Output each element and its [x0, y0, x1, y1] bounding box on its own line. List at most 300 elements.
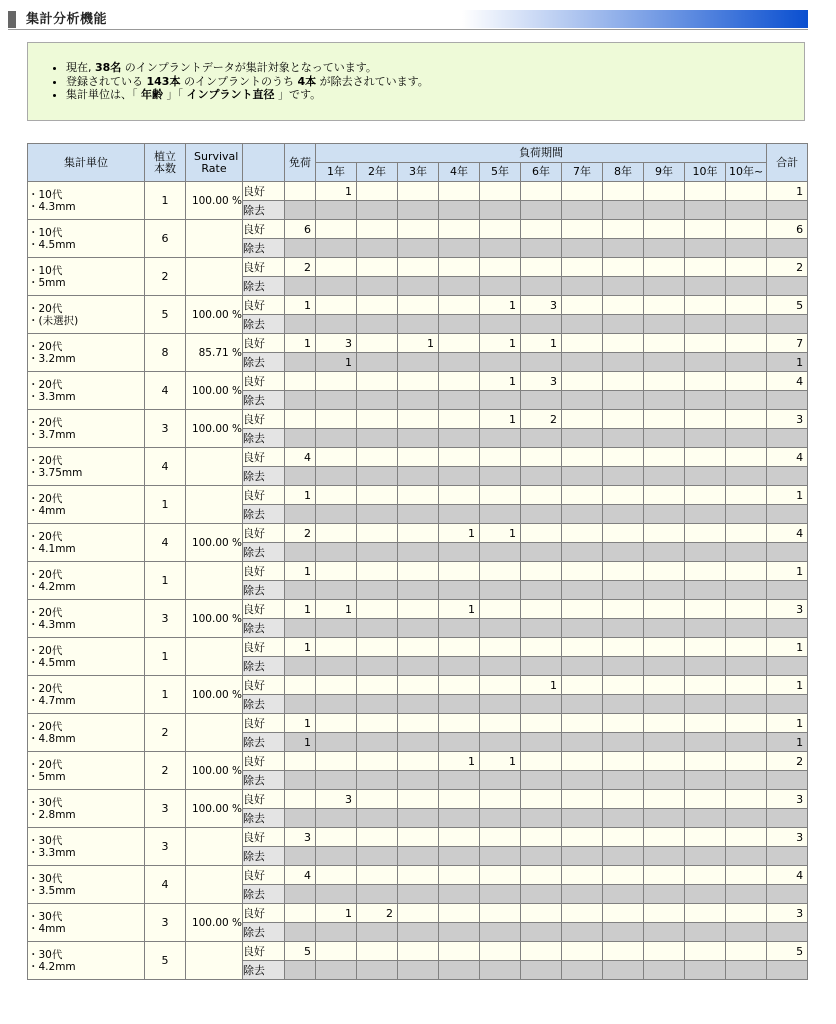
good-value: 6: [285, 220, 316, 239]
removed-value: [685, 277, 726, 296]
removed-value: [480, 315, 521, 334]
good-value: [603, 524, 644, 543]
unit-age: ・20代: [28, 644, 63, 657]
good-value: 1: [316, 904, 357, 923]
good-total: 4: [767, 866, 808, 885]
removed-value: [521, 657, 562, 676]
status-good-label: 良好: [243, 448, 285, 467]
removed-value: [726, 239, 767, 258]
removed-value: [357, 543, 398, 562]
removed-value: [439, 315, 480, 334]
good-total: 7: [767, 334, 808, 353]
unit-age: ・20代: [28, 568, 63, 581]
good-value: [562, 258, 603, 277]
removed-value: [285, 353, 316, 372]
summary-text: 集計単位は、「: [66, 88, 141, 101]
header-year-8: 8年: [603, 163, 644, 182]
removed-value: [439, 505, 480, 524]
unit-label: [28, 714, 145, 752]
removed-total: [767, 809, 808, 828]
removed-value: [357, 885, 398, 904]
unit-diameter: ・3.5mm: [28, 884, 76, 897]
good-value: [644, 752, 685, 771]
removed-value: [316, 961, 357, 980]
good-value: [644, 258, 685, 277]
good-value: [685, 562, 726, 581]
good-value: [644, 600, 685, 619]
good-value: [316, 676, 357, 695]
good-value: [521, 524, 562, 543]
removed-value: [603, 429, 644, 448]
removed-value: [316, 847, 357, 866]
good-value: [562, 410, 603, 429]
good-value: [357, 600, 398, 619]
removed-value: [562, 505, 603, 524]
unit-age: ・10代: [28, 188, 63, 201]
table-row: [28, 752, 808, 771]
unit-diameter: ・4.3mm: [28, 618, 76, 631]
good-value: [685, 372, 726, 391]
summary-text: 登録されている: [66, 74, 147, 88]
status-good-label: 良好: [243, 524, 285, 543]
table-row: [28, 942, 808, 961]
implant-count: 3: [145, 828, 186, 866]
good-value: [521, 600, 562, 619]
implant-count: 5: [145, 942, 186, 980]
removed-value: [521, 885, 562, 904]
good-total: 1: [767, 638, 808, 657]
survival-rate: [186, 220, 243, 258]
removed-value: [521, 201, 562, 220]
good-value: [480, 562, 521, 581]
good-value: [439, 676, 480, 695]
status-good-label: 良好: [243, 258, 285, 277]
good-value: [316, 828, 357, 847]
good-value: [562, 828, 603, 847]
removed-value: [562, 277, 603, 296]
removed-value: [726, 733, 767, 752]
good-value: [521, 752, 562, 771]
unit-label: [28, 334, 145, 372]
survival-rate: [186, 638, 243, 676]
good-value: [685, 828, 726, 847]
unit-label: [28, 372, 145, 410]
removed-value: [726, 353, 767, 372]
removed-value: [357, 353, 398, 372]
status-removed-label: 除去: [243, 619, 285, 638]
implant-count: 4: [145, 372, 186, 410]
implant-count: 4: [145, 524, 186, 562]
removed-value: [562, 429, 603, 448]
good-value: 1: [316, 600, 357, 619]
removed-value: [439, 923, 480, 942]
removed-value: [316, 467, 357, 486]
good-value: 1: [316, 182, 357, 201]
good-value: [521, 486, 562, 505]
status-good-label: 良好: [243, 828, 285, 847]
good-value: [562, 220, 603, 239]
good-value: [357, 676, 398, 695]
status-removed-label: 除去: [243, 961, 285, 980]
removed-value: [316, 391, 357, 410]
unit-label: [28, 410, 145, 448]
survival-rate: 100.00 %: [186, 752, 243, 790]
removed-value: [357, 239, 398, 258]
unit-label: [28, 600, 145, 638]
unit-label: [28, 448, 145, 486]
survival-rate: [186, 258, 243, 296]
good-value: [521, 942, 562, 961]
status-removed-label: 除去: [243, 239, 285, 258]
status-removed-label: 除去: [243, 581, 285, 600]
removed-value: [726, 961, 767, 980]
good-value: [439, 448, 480, 467]
removed-value: [685, 923, 726, 942]
removed-total: [767, 429, 808, 448]
good-value: [398, 524, 439, 543]
removed-value: [357, 391, 398, 410]
removed-value: [685, 429, 726, 448]
good-value: [726, 790, 767, 809]
removed-value: [398, 657, 439, 676]
table-row: [28, 334, 808, 353]
removed-value: [726, 619, 767, 638]
unit-label: [28, 562, 145, 600]
good-value: 2: [285, 524, 316, 543]
header-gradient-bar: [462, 10, 808, 28]
removed-value: [480, 581, 521, 600]
good-value: [644, 448, 685, 467]
removed-value: [316, 543, 357, 562]
removed-value: [357, 619, 398, 638]
good-value: 1: [285, 334, 316, 353]
good-total: 2: [767, 752, 808, 771]
removed-value: [644, 581, 685, 600]
removed-value: [562, 619, 603, 638]
good-value: [644, 942, 685, 961]
header-unit: 集計単位: [28, 144, 145, 182]
header-total: 合計: [767, 144, 808, 182]
removed-value: [316, 277, 357, 296]
removed-value: [726, 505, 767, 524]
good-value: [685, 790, 726, 809]
removed-value: [521, 923, 562, 942]
removed-value: [398, 847, 439, 866]
good-value: [726, 714, 767, 733]
header-year-4: 4年: [439, 163, 480, 182]
good-value: [726, 334, 767, 353]
removed-value: [644, 239, 685, 258]
good-value: [439, 182, 480, 201]
removed-value: [603, 885, 644, 904]
good-value: [439, 904, 480, 923]
table-row: [28, 562, 808, 581]
header-year-6: 6年: [521, 163, 562, 182]
good-value: [316, 942, 357, 961]
removed-value: [398, 201, 439, 220]
good-value: [316, 410, 357, 429]
removed-value: [562, 923, 603, 942]
unit-age: ・30代: [28, 910, 63, 923]
removed-value: [603, 277, 644, 296]
summary-strong: インプラント直径: [186, 88, 275, 101]
good-value: [603, 486, 644, 505]
unit-age: ・10代: [28, 264, 63, 277]
removed-value: [439, 619, 480, 638]
status-good-label: 良好: [243, 600, 285, 619]
removed-value: [685, 619, 726, 638]
removed-value: [398, 467, 439, 486]
summary-strong: 143本: [146, 74, 181, 88]
table-row: [28, 296, 808, 315]
good-value: [726, 372, 767, 391]
good-value: [685, 486, 726, 505]
table-row: [28, 904, 808, 923]
summary-item-unit: [66, 88, 804, 102]
header-year-2: 2年: [357, 163, 398, 182]
good-value: [480, 638, 521, 657]
unit-diameter: ・3.75mm: [28, 466, 83, 479]
table-row: [28, 676, 808, 695]
survival-rate: 100.00 %: [186, 410, 243, 448]
removed-value: [521, 429, 562, 448]
good-value: [521, 448, 562, 467]
removed-value: [480, 201, 521, 220]
removed-value: [285, 771, 316, 790]
good-value: [398, 296, 439, 315]
removed-value: [726, 429, 767, 448]
removed-value: [644, 619, 685, 638]
removed-total: [767, 505, 808, 524]
removed-value: [603, 695, 644, 714]
removed-value: [398, 809, 439, 828]
status-good-label: 良好: [243, 334, 285, 353]
header-year-3: 3年: [398, 163, 439, 182]
good-value: 1: [439, 524, 480, 543]
removed-value: [521, 315, 562, 334]
removed-value: [285, 277, 316, 296]
removed-value: [480, 353, 521, 372]
good-value: [398, 372, 439, 391]
good-total: 3: [767, 600, 808, 619]
good-value: [562, 676, 603, 695]
removed-value: [480, 619, 521, 638]
good-value: [480, 866, 521, 885]
good-value: [357, 752, 398, 771]
removed-value: [439, 771, 480, 790]
removed-value: [562, 885, 603, 904]
good-value: [357, 448, 398, 467]
good-value: [685, 524, 726, 543]
status-removed-label: 除去: [243, 771, 285, 790]
good-value: [521, 904, 562, 923]
removed-value: [726, 923, 767, 942]
good-value: [726, 296, 767, 315]
status-removed-label: 除去: [243, 353, 285, 372]
header-load-period: 負荷期間: [316, 144, 767, 163]
unit-age: ・20代: [28, 758, 63, 771]
table-row: [28, 372, 808, 391]
removed-value: [316, 581, 357, 600]
good-value: [685, 296, 726, 315]
good-value: [439, 638, 480, 657]
good-value: [603, 790, 644, 809]
good-value: [439, 828, 480, 847]
good-value: [603, 600, 644, 619]
status-good-label: 良好: [243, 752, 285, 771]
good-value: [316, 486, 357, 505]
unit-age: ・20代: [28, 378, 63, 391]
good-value: [685, 752, 726, 771]
good-value: [439, 562, 480, 581]
summary-strong: 4本: [297, 74, 317, 88]
removed-value: [357, 657, 398, 676]
removed-value: [285, 885, 316, 904]
removed-total: [767, 619, 808, 638]
removed-total: [767, 771, 808, 790]
unit-age: ・20代: [28, 720, 63, 733]
unit-age: ・30代: [28, 948, 63, 961]
removed-value: [603, 239, 644, 258]
good-value: 1: [285, 562, 316, 581]
removed-value: [316, 885, 357, 904]
survival-rate: 85.71 %: [186, 334, 243, 372]
removed-value: [562, 657, 603, 676]
removed-value: [316, 771, 357, 790]
good-value: [562, 296, 603, 315]
removed-value: [726, 581, 767, 600]
good-value: [398, 562, 439, 581]
removed-value: [603, 353, 644, 372]
removed-value: [357, 505, 398, 524]
unit-age: ・20代: [28, 302, 63, 315]
good-value: [480, 942, 521, 961]
removed-value: [439, 353, 480, 372]
table-body: [28, 182, 808, 980]
removed-value: [357, 733, 398, 752]
removed-value: [521, 961, 562, 980]
good-value: [285, 752, 316, 771]
good-value: [316, 258, 357, 277]
removed-value: [316, 695, 357, 714]
removed-value: [521, 505, 562, 524]
good-value: 3: [316, 334, 357, 353]
header-exempt: 免荷: [285, 144, 316, 182]
unit-label: [28, 258, 145, 296]
removed-value: 1: [316, 353, 357, 372]
good-value: [726, 600, 767, 619]
removed-value: [644, 429, 685, 448]
good-value: [685, 714, 726, 733]
unit-age: ・20代: [28, 492, 63, 505]
good-value: [439, 410, 480, 429]
removed-value: [644, 467, 685, 486]
unit-label: [28, 486, 145, 524]
good-value: [603, 448, 644, 467]
removed-value: [726, 847, 767, 866]
good-value: [644, 638, 685, 657]
table-row: [28, 448, 808, 467]
removed-value: [726, 467, 767, 486]
status-removed-label: 除去: [243, 923, 285, 942]
removed-total: [767, 315, 808, 334]
removed-value: [685, 543, 726, 562]
removed-value: [480, 543, 521, 562]
implant-count: 3: [145, 600, 186, 638]
removed-value: [480, 733, 521, 752]
good-value: [439, 714, 480, 733]
removed-total: [767, 543, 808, 562]
removed-value: [562, 543, 603, 562]
good-value: 1: [398, 334, 439, 353]
removed-value: [644, 657, 685, 676]
good-value: [644, 486, 685, 505]
removed-value: [644, 391, 685, 410]
good-value: [562, 942, 603, 961]
status-good-label: 良好: [243, 904, 285, 923]
header-status: [243, 144, 285, 182]
unit-diameter: ・3.7mm: [28, 428, 76, 441]
removed-value: [562, 315, 603, 334]
removed-value: [316, 619, 357, 638]
table-row: [28, 524, 808, 543]
good-value: [644, 790, 685, 809]
good-value: [603, 258, 644, 277]
removed-value: [521, 581, 562, 600]
removed-value: [603, 391, 644, 410]
removed-total: 1: [767, 733, 808, 752]
good-value: [398, 220, 439, 239]
summary-text: 」「: [163, 88, 187, 101]
removed-value: [685, 315, 726, 334]
removed-value: [285, 391, 316, 410]
unit-label: [28, 790, 145, 828]
removed-value: [439, 239, 480, 258]
removed-value: [603, 467, 644, 486]
good-value: [644, 334, 685, 353]
removed-value: [439, 733, 480, 752]
removed-value: [316, 505, 357, 524]
removed-value: [398, 619, 439, 638]
implant-count: 5: [145, 296, 186, 334]
good-value: [316, 296, 357, 315]
summary-text: 現在,: [66, 61, 95, 74]
removed-value: [285, 619, 316, 638]
removed-total: [767, 391, 808, 410]
good-value: [685, 638, 726, 657]
removed-value: 1: [285, 733, 316, 752]
removed-value: [316, 239, 357, 258]
removed-value: [726, 885, 767, 904]
good-value: [685, 942, 726, 961]
survival-rate: 100.00 %: [186, 790, 243, 828]
removed-value: [603, 847, 644, 866]
unit-diameter: ・4.5mm: [28, 238, 76, 251]
good-value: [521, 258, 562, 277]
status-removed-label: 除去: [243, 315, 285, 334]
removed-value: [439, 429, 480, 448]
unit-label: [28, 676, 145, 714]
removed-value: [562, 809, 603, 828]
header-survival-rate: Survival Rate: [186, 144, 243, 182]
good-value: [521, 828, 562, 847]
status-good-label: 良好: [243, 866, 285, 885]
good-total: 5: [767, 942, 808, 961]
good-value: [603, 182, 644, 201]
good-value: [439, 942, 480, 961]
removed-value: [644, 771, 685, 790]
removed-value: [685, 239, 726, 258]
